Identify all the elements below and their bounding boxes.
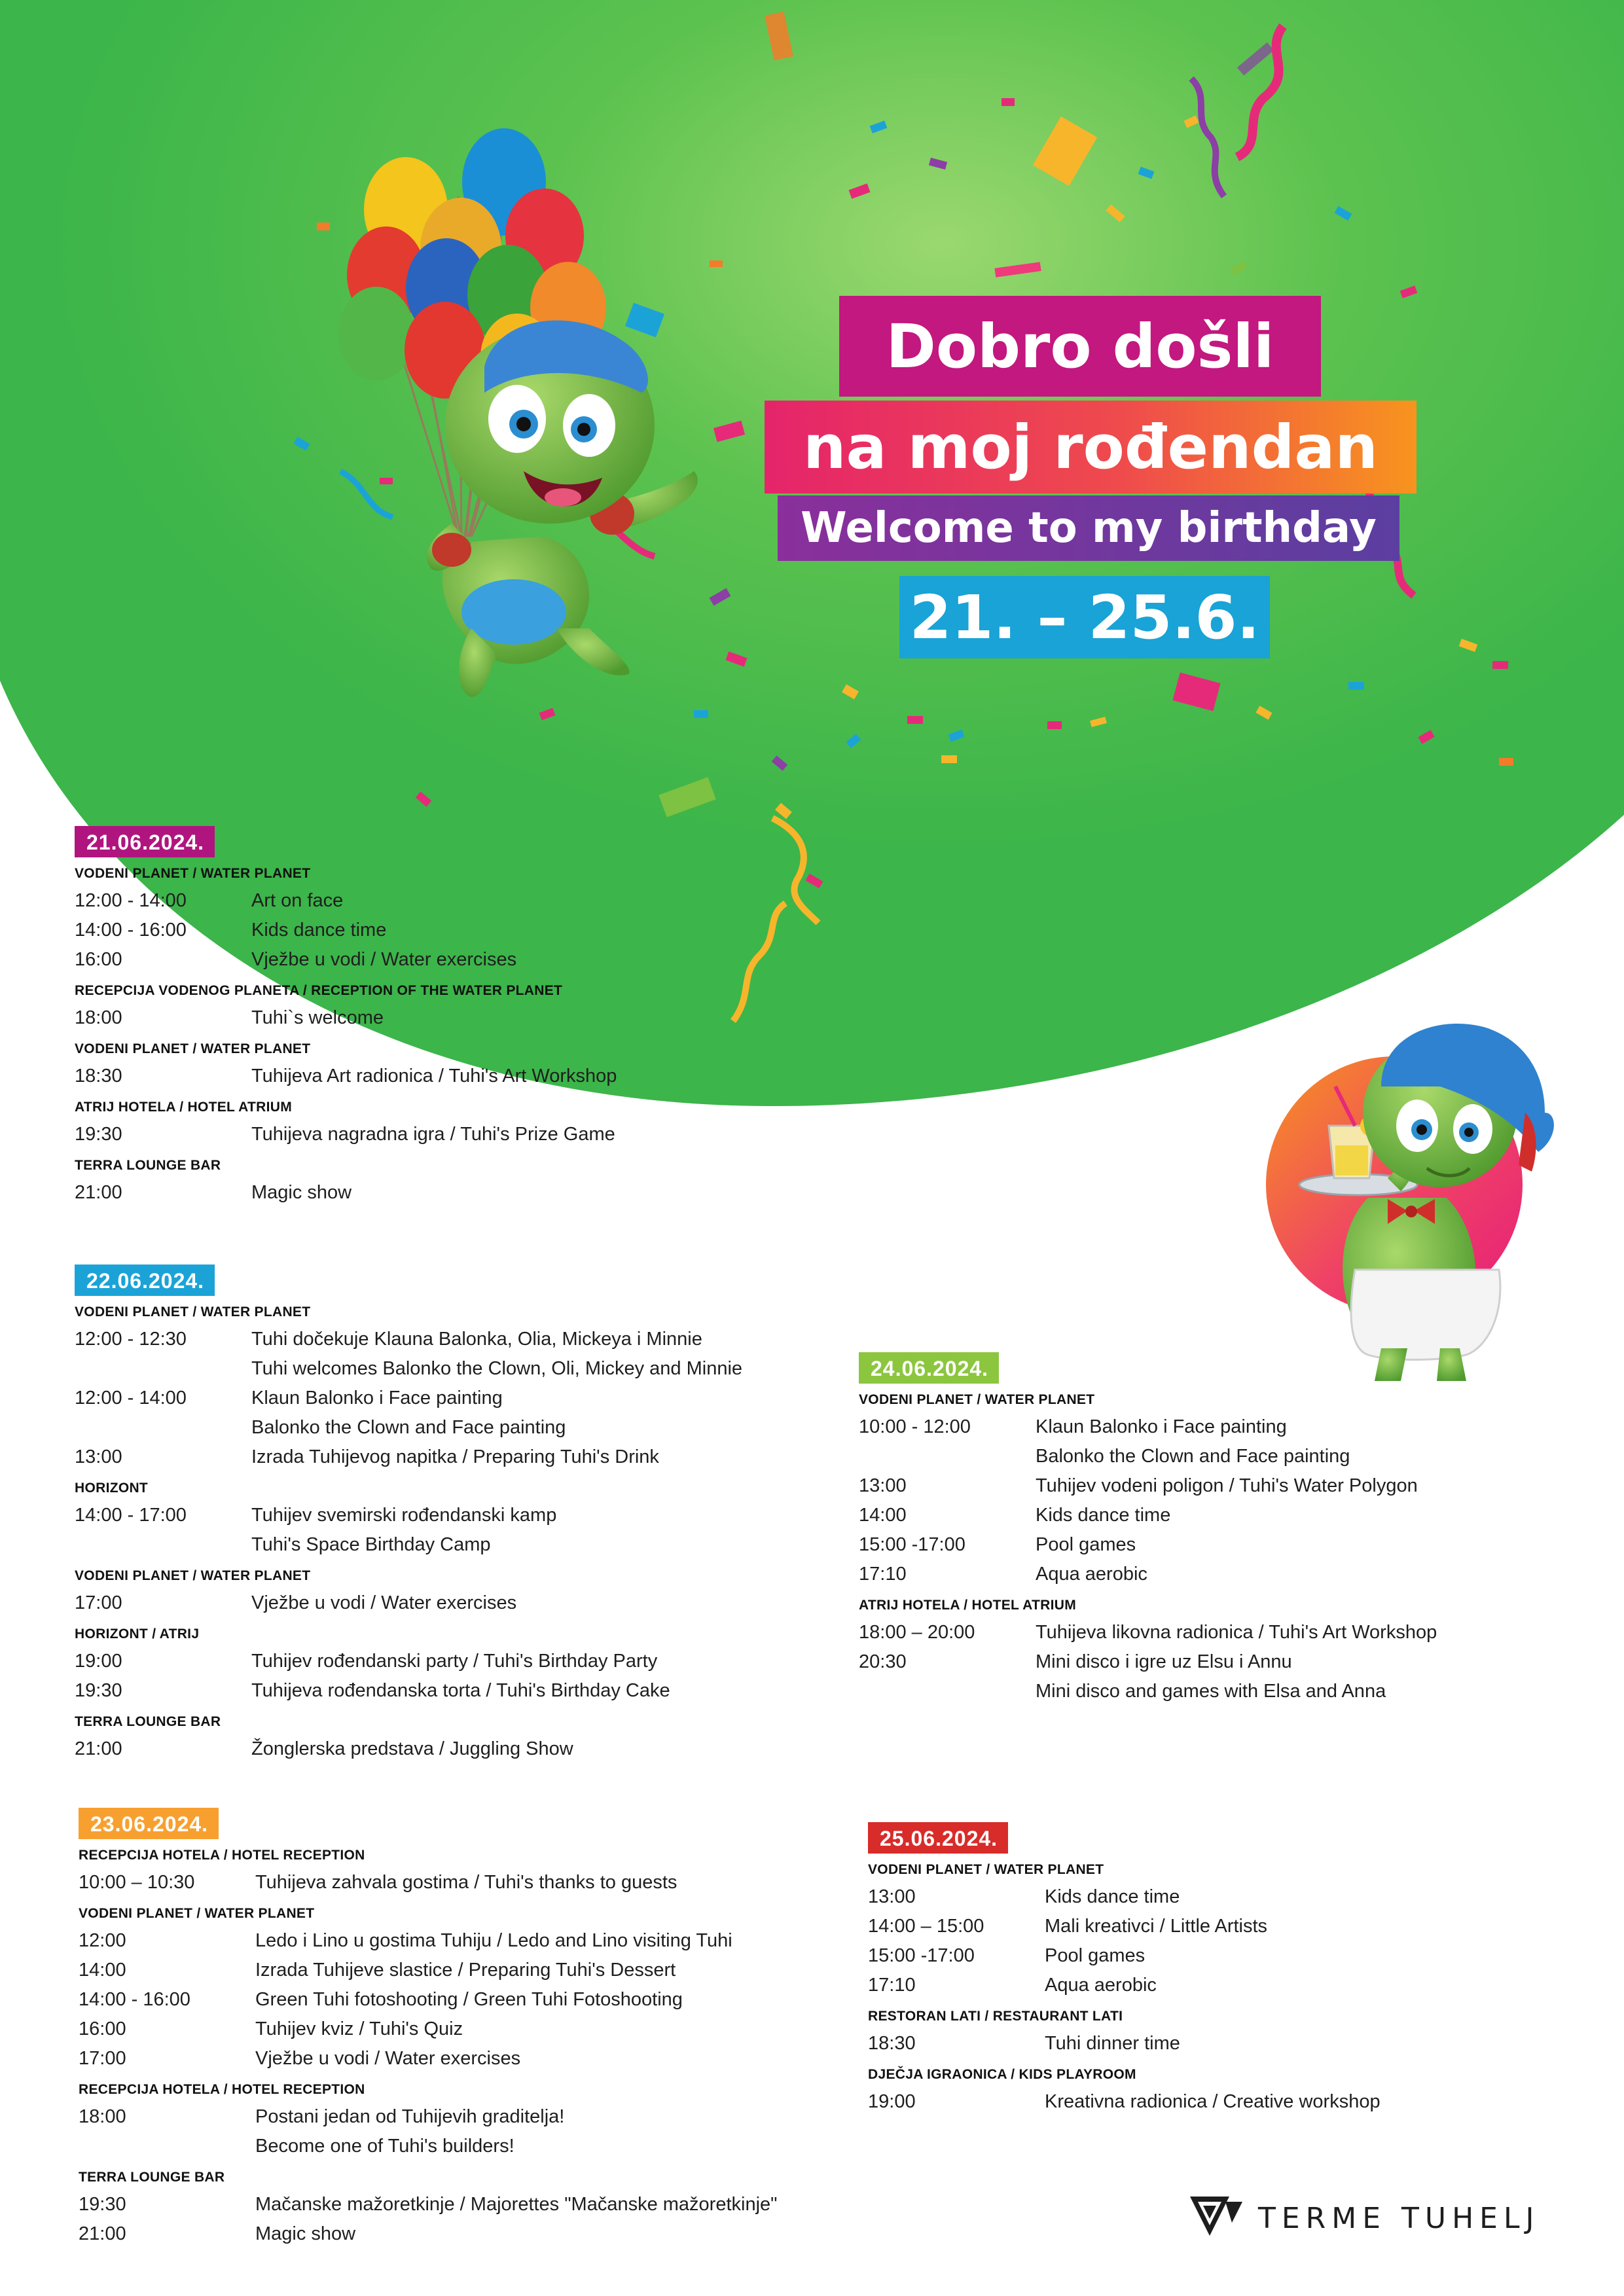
location-heading: VODENI PLANET / WATER PLANET [868, 1862, 1104, 1877]
event-time: 14:00 - 16:00 [75, 920, 187, 941]
day-schedule-1 [75, 826, 617, 1208]
schedule-row [75, 1354, 742, 1384]
event-time: 17:10 [859, 1564, 907, 1585]
schedule-row [868, 1882, 1380, 1912]
event-time: 13:00 [75, 1446, 122, 1467]
event-time: 12:00 [79, 1930, 126, 1951]
event-time [79, 2132, 255, 2161]
location-heading: VODENI PLANET / WATER PLANET [75, 1304, 311, 1319]
schedule-row [75, 886, 617, 916]
event-title: Green Tuhi fotoshooting / Green Tuhi Fotoshooting [255, 1989, 683, 2010]
location-heading: RECEPCIJA HOTELA / HOTEL RECEPTION [79, 2082, 365, 2097]
day-schedule-2 [75, 1265, 742, 1764]
schedule-row [868, 2029, 1380, 2058]
event-time: 21:00 [75, 1738, 122, 1759]
schedule-row [868, 1971, 1380, 2000]
event-time: 10:00 – 10:30 [79, 1872, 195, 1893]
location-heading: TERRA LOUNGE BAR [79, 2170, 225, 2185]
location-heading: HORIZONT [75, 1480, 149, 1496]
event-title: Aqua aerobic [1036, 1564, 1147, 1585]
schedule-row [868, 2087, 1380, 2117]
event-title: Tuhijeva likovna radionica / Tuhi's Art Workshop [1036, 1622, 1437, 1643]
event-title: Pool games [1036, 1534, 1136, 1555]
event-time: 21:00 [75, 1182, 122, 1203]
event-time: 18:00 – 20:00 [859, 1622, 975, 1643]
event-time [859, 1442, 1036, 1471]
event-time: 14:00 [859, 1505, 907, 1526]
event-time: 15:00 -17:00 [859, 1534, 965, 1555]
waiter-turtle-mascot-icon [1266, 1024, 1554, 1381]
event-time: 14:00 - 16:00 [79, 1989, 190, 2010]
event-title: Tuhi dinner time [1045, 2033, 1180, 2054]
event-title: Mali kreativci / Little Artists [1045, 1916, 1268, 1937]
event-title: Tuhijeva zahvala gostima / Tuhi's thanks to guests [255, 1872, 677, 1893]
event-time: 12:00 - 14:00 [75, 890, 187, 911]
event-title: Pool games [1045, 1945, 1146, 1966]
schedule-row [75, 1178, 617, 1208]
event-time: 17:00 [79, 2048, 126, 2069]
schedule-row [75, 1734, 742, 1764]
event-title: Magic show [251, 1182, 352, 1203]
schedule-row [75, 1676, 742, 1706]
event-title: Tuhijev svemirski rođendanski kamp [251, 1505, 557, 1526]
event-title: Žonglerska predstava / Juggling Show [251, 1738, 573, 1759]
event-title: Tuhijeva Art radionica / Tuhi's Art Workshop [251, 1066, 617, 1086]
schedule-row [75, 1325, 742, 1354]
location-heading: VODENI PLANET / WATER PLANET [79, 1906, 315, 1921]
schedule-row [75, 1588, 742, 1618]
event-title: Balonko the Clown and Face painting [251, 1417, 566, 1438]
location-heading: ATRIJ HOTELA / HOTEL ATRIUM [859, 1598, 1077, 1613]
event-time: 14:00 – 15:00 [868, 1916, 984, 1937]
event-title: Tuhi welcomes Balonko the Clown, Oli, Mickey and Minnie [251, 1358, 743, 1379]
event-title: Izrada Tuhijeve slastice / Preparing Tuhi's Dessert [255, 1960, 676, 1981]
date-badge: 22.06.2024. [75, 1265, 215, 1296]
event-time: 16:00 [75, 949, 122, 970]
event-title: Vježbe u vodi / Water exercises [255, 2048, 521, 2069]
schedule-row [75, 916, 617, 945]
event-time [75, 1413, 251, 1443]
location-heading: VODENI PLANET / WATER PLANET [75, 1568, 311, 1583]
schedule-row [75, 1647, 742, 1676]
schedule-row [859, 1501, 1437, 1530]
event-time: 18:30 [868, 2033, 916, 2054]
event-title: Izrada Tuhijevog napitka / Preparing Tuhi's Drink [251, 1446, 659, 1467]
event-time: 18:00 [79, 2106, 126, 2127]
event-time: 12:00 - 12:30 [75, 1329, 187, 1350]
schedule-row [75, 1413, 742, 1443]
event-time: 19:00 [75, 1651, 122, 1672]
event-title: Vježbe u vodi / Water exercises [251, 949, 517, 970]
event-time: 17:10 [868, 1975, 916, 1996]
schedule-row [859, 1442, 1437, 1471]
terme-tuhelj-logo [1190, 2195, 1543, 2241]
location-heading: HORIZONT / ATRIJ [75, 1626, 200, 1641]
hero-dates: 21. – 25.6. [899, 576, 1270, 658]
schedule-row [859, 1677, 1437, 1706]
schedule-row [868, 1941, 1380, 1971]
event-title: Tuhijeva nagradna igra / Tuhi's Prize Game [251, 1124, 615, 1145]
event-time: 13:00 [868, 1886, 916, 1907]
event-time: 16:00 [79, 2018, 126, 2039]
schedule-row [859, 1618, 1437, 1647]
event-time [75, 1530, 251, 1560]
schedule-row [75, 945, 617, 975]
location-heading: TERRA LOUNGE BAR [75, 1714, 221, 1729]
event-title: Tuhi dočekuje Klauna Balonka, Olia, Mickeya i Minnie [251, 1329, 702, 1350]
date-badge: 21.06.2024. [75, 826, 215, 857]
schedule-row [75, 1443, 742, 1472]
event-time: 20:30 [859, 1651, 907, 1672]
hero-title-line2: na moj rođendan [765, 401, 1416, 493]
event-title: Tuhijeva rođendanska torta / Tuhi's Birthday Cake [251, 1680, 670, 1701]
event-title: Balonko the Clown and Face painting [1036, 1446, 1350, 1467]
schedule-row [859, 1530, 1437, 1560]
date-badge: 24.06.2024. [859, 1352, 999, 1384]
event-title: Become one of Tuhi's builders! [255, 2136, 514, 2157]
schedule-row [859, 1560, 1437, 1589]
event-time: 14:00 - 17:00 [75, 1505, 187, 1526]
event-title: Kreativna radionica / Creative workshop [1045, 2091, 1380, 2112]
event-title: Art on face [251, 890, 344, 911]
schedule-row [75, 1530, 742, 1560]
schedule-row [75, 1384, 742, 1413]
location-heading: TERRA LOUNGE BAR [75, 1158, 221, 1173]
day-schedule-5 [868, 1822, 1380, 2117]
event-time: 21:00 [79, 2223, 126, 2244]
schedule-row [75, 1003, 617, 1033]
schedule-row [79, 1868, 777, 1897]
event-time: 12:00 - 14:00 [75, 1388, 187, 1408]
schedule-row [79, 2044, 777, 2073]
event-title: Klaun Balonko i Face painting [1036, 1416, 1287, 1437]
location-heading: RECEPCIJA VODENOG PLANETA / RECEPTION OF THE WATER PLANET [75, 983, 563, 998]
location-heading: VODENI PLANET / WATER PLANET [75, 1041, 311, 1056]
location-heading: RECEPCIJA HOTELA / HOTEL RECEPTION [79, 1848, 365, 1863]
schedule-row [868, 1912, 1380, 1941]
schedule-row [79, 2219, 777, 2249]
schedule-row [79, 1985, 777, 2015]
schedule-row [79, 2190, 777, 2219]
location-heading: DJEČJA IGRAONICA / KIDS PLAYROOM [868, 2067, 1136, 2082]
schedule-row [859, 1647, 1437, 1677]
event-title: Magic show [255, 2223, 356, 2244]
schedule-row [79, 1956, 777, 1985]
event-title: Tuhijev vodeni poligon / Tuhi's Water Polygon [1036, 1475, 1418, 1496]
event-time [859, 1677, 1036, 1706]
event-time: 19:30 [75, 1124, 122, 1145]
hero-title-line1: Dobro došli [839, 296, 1321, 397]
date-badge: 25.06.2024. [868, 1822, 1008, 1854]
event-time: 10:00 - 12:00 [859, 1416, 971, 1437]
event-time: 17:00 [75, 1592, 122, 1613]
event-title: Tuhijev rođendanski party / Tuhi's Birthday Party [251, 1651, 658, 1672]
schedule-row [859, 1412, 1437, 1442]
date-badge: 23.06.2024. [79, 1808, 219, 1839]
event-title: Klaun Balonko i Face painting [251, 1388, 503, 1408]
event-title: Kids dance time [1036, 1505, 1171, 1526]
event-time [75, 1354, 251, 1384]
event-time: 13:00 [859, 1475, 907, 1496]
event-title: Postani jedan od Tuhijevih graditelja! [255, 2106, 565, 2127]
schedule-row [79, 2102, 777, 2132]
location-heading: ATRIJ HOTELA / HOTEL ATRIUM [75, 1100, 293, 1115]
day-schedule-4 [859, 1352, 1437, 1706]
event-time: 19:30 [79, 2194, 126, 2215]
event-title: Tuhi`s welcome [251, 1007, 384, 1028]
event-title: Aqua aerobic [1045, 1975, 1157, 1996]
location-heading: VODENI PLANET / WATER PLANET [75, 866, 311, 881]
schedule-row [859, 1471, 1437, 1501]
event-title: Kids dance time [1045, 1886, 1180, 1907]
event-time: 18:00 [75, 1007, 122, 1028]
event-title: Tuhi's Space Birthday Camp [251, 1534, 491, 1555]
schedule-row [75, 1120, 617, 1149]
event-title: Tuhijev kviz / Tuhi's Quiz [255, 2018, 463, 2039]
logo-text: TERME TUHELJ [1258, 2201, 1540, 2235]
schedule-row [75, 1062, 617, 1091]
schedule-row [75, 1501, 742, 1530]
event-time: 19:30 [75, 1680, 122, 1701]
event-title: Kids dance time [251, 920, 387, 941]
event-time: 14:00 [79, 1960, 126, 1981]
event-title: Vježbe u vodi / Water exercises [251, 1592, 517, 1613]
location-heading: VODENI PLANET / WATER PLANET [859, 1392, 1095, 1407]
location-heading: RESTORAN LATI / RESTAURANT LATI [868, 2009, 1123, 2024]
hero-subtitle: Welcome to my birthday [778, 495, 1399, 561]
event-time: 18:30 [75, 1066, 122, 1086]
event-title: Ledo i Lino u gostima Tuhiju / Ledo and Lino visiting Tuhi [255, 1930, 732, 1951]
event-title: Mačanske mažoretkinje / Majorettes "Mačanske mažoretkinje" [255, 2194, 778, 2215]
event-title: Mini disco i igre uz Elsu i Annu [1036, 1651, 1292, 1672]
schedule-row [79, 2015, 777, 2044]
event-title: Mini disco and games with Elsa and Anna [1036, 1681, 1386, 1702]
schedule-row [79, 2132, 777, 2161]
event-time: 19:00 [868, 2091, 916, 2112]
schedule-row [79, 1926, 777, 1956]
day-schedule-3 [79, 1808, 777, 2249]
event-time: 15:00 -17:00 [868, 1945, 975, 1966]
